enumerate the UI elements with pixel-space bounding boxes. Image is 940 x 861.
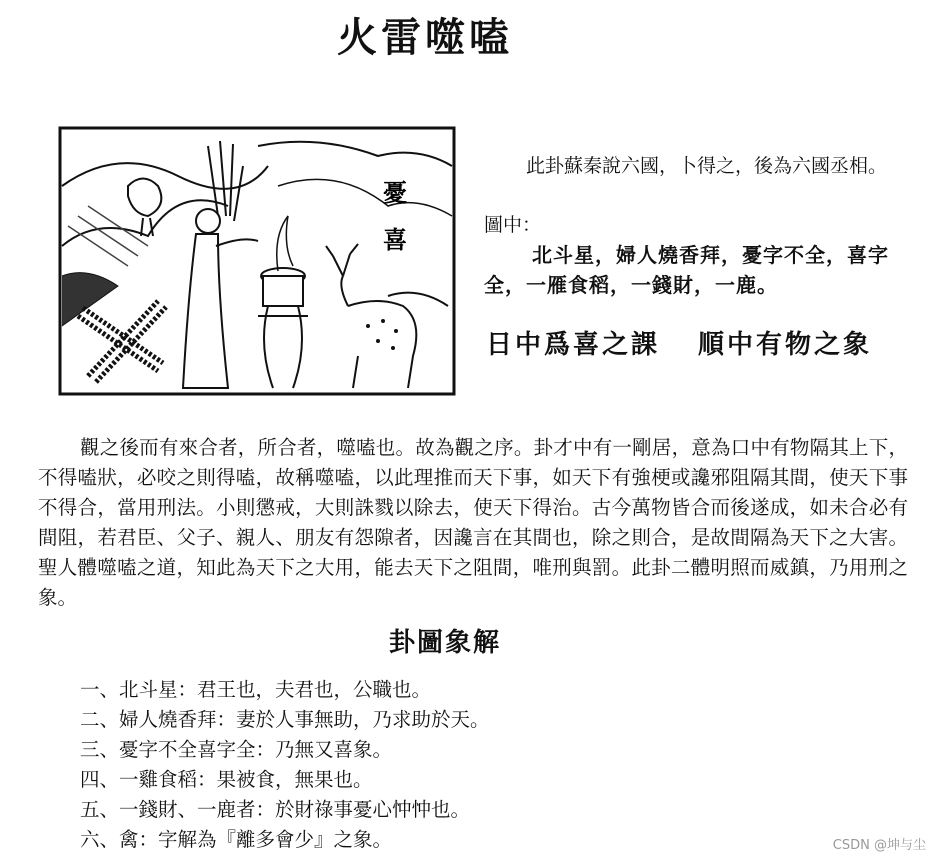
page-title: 火雷噬嗑	[337, 14, 513, 61]
sign-char-sorrow: 憂	[383, 178, 407, 207]
list-item: 四、一雞食稻：果被食，無果也。	[80, 768, 373, 791]
list-item: 六、禽：字解為『離多會少』之象。	[80, 828, 393, 851]
figure-description: 北斗星，婦人燒香拜，憂字不全，喜字全，一雁食稻，一錢財，一鹿。	[484, 243, 889, 297]
body-paragraph: 觀之後而有來合者，所合者，噬嗑也。故為觀之序。卦才中有一剛居，意為口中有物隔其上下，不得嗑狀，必咬之則得嗑，故稱噬嗑，以此理推而天下事，如天下有強梗或讒邪阻隔其間，使天下事不得合，當用刑法。小則懲戒，大則誅戮以除去，使天下得治。古今萬物皆合而後遂成，如未合必有間阻，若君臣、父子、親人、朋友有怨隙者，因讒言在其間也，除之則合，是故間隔為天下之大害。聖人體噬嗑之道，知此為天下之大用，能去天下之阻間，唯刑與罰。此卦二體明照而威鎮，乃用刑之象。	[38, 436, 908, 609]
intro-paragraph: 此卦蘇秦說六國，卜得之，後為六國丞相。	[526, 155, 888, 177]
ke-phrase-left: 日中爲喜之課	[486, 330, 661, 360]
section-title: 卦圖象解	[388, 628, 501, 658]
list-item: 五、一錢財、一鹿者：於財祿事憂心忡忡也。	[80, 798, 471, 821]
list-item: 三、憂字不全喜字全：乃無又喜象。	[80, 738, 393, 761]
list-item: 二、婦人燒香拜：妻於人事無助，乃求助於天。	[80, 708, 490, 731]
sign-char-joy: 喜	[383, 225, 407, 254]
woodcut-illustration	[58, 126, 456, 396]
watermark: CSDN @坤与尘	[832, 838, 926, 853]
figure-label: 圖中：	[484, 214, 542, 236]
interpretation-list	[80, 675, 490, 855]
hexagram-phrases	[486, 324, 916, 361]
list-item: 一、北斗星：君王也，夫君也，公職也。	[80, 678, 432, 701]
ke-phrase-right: 順中有物之象	[698, 330, 873, 360]
